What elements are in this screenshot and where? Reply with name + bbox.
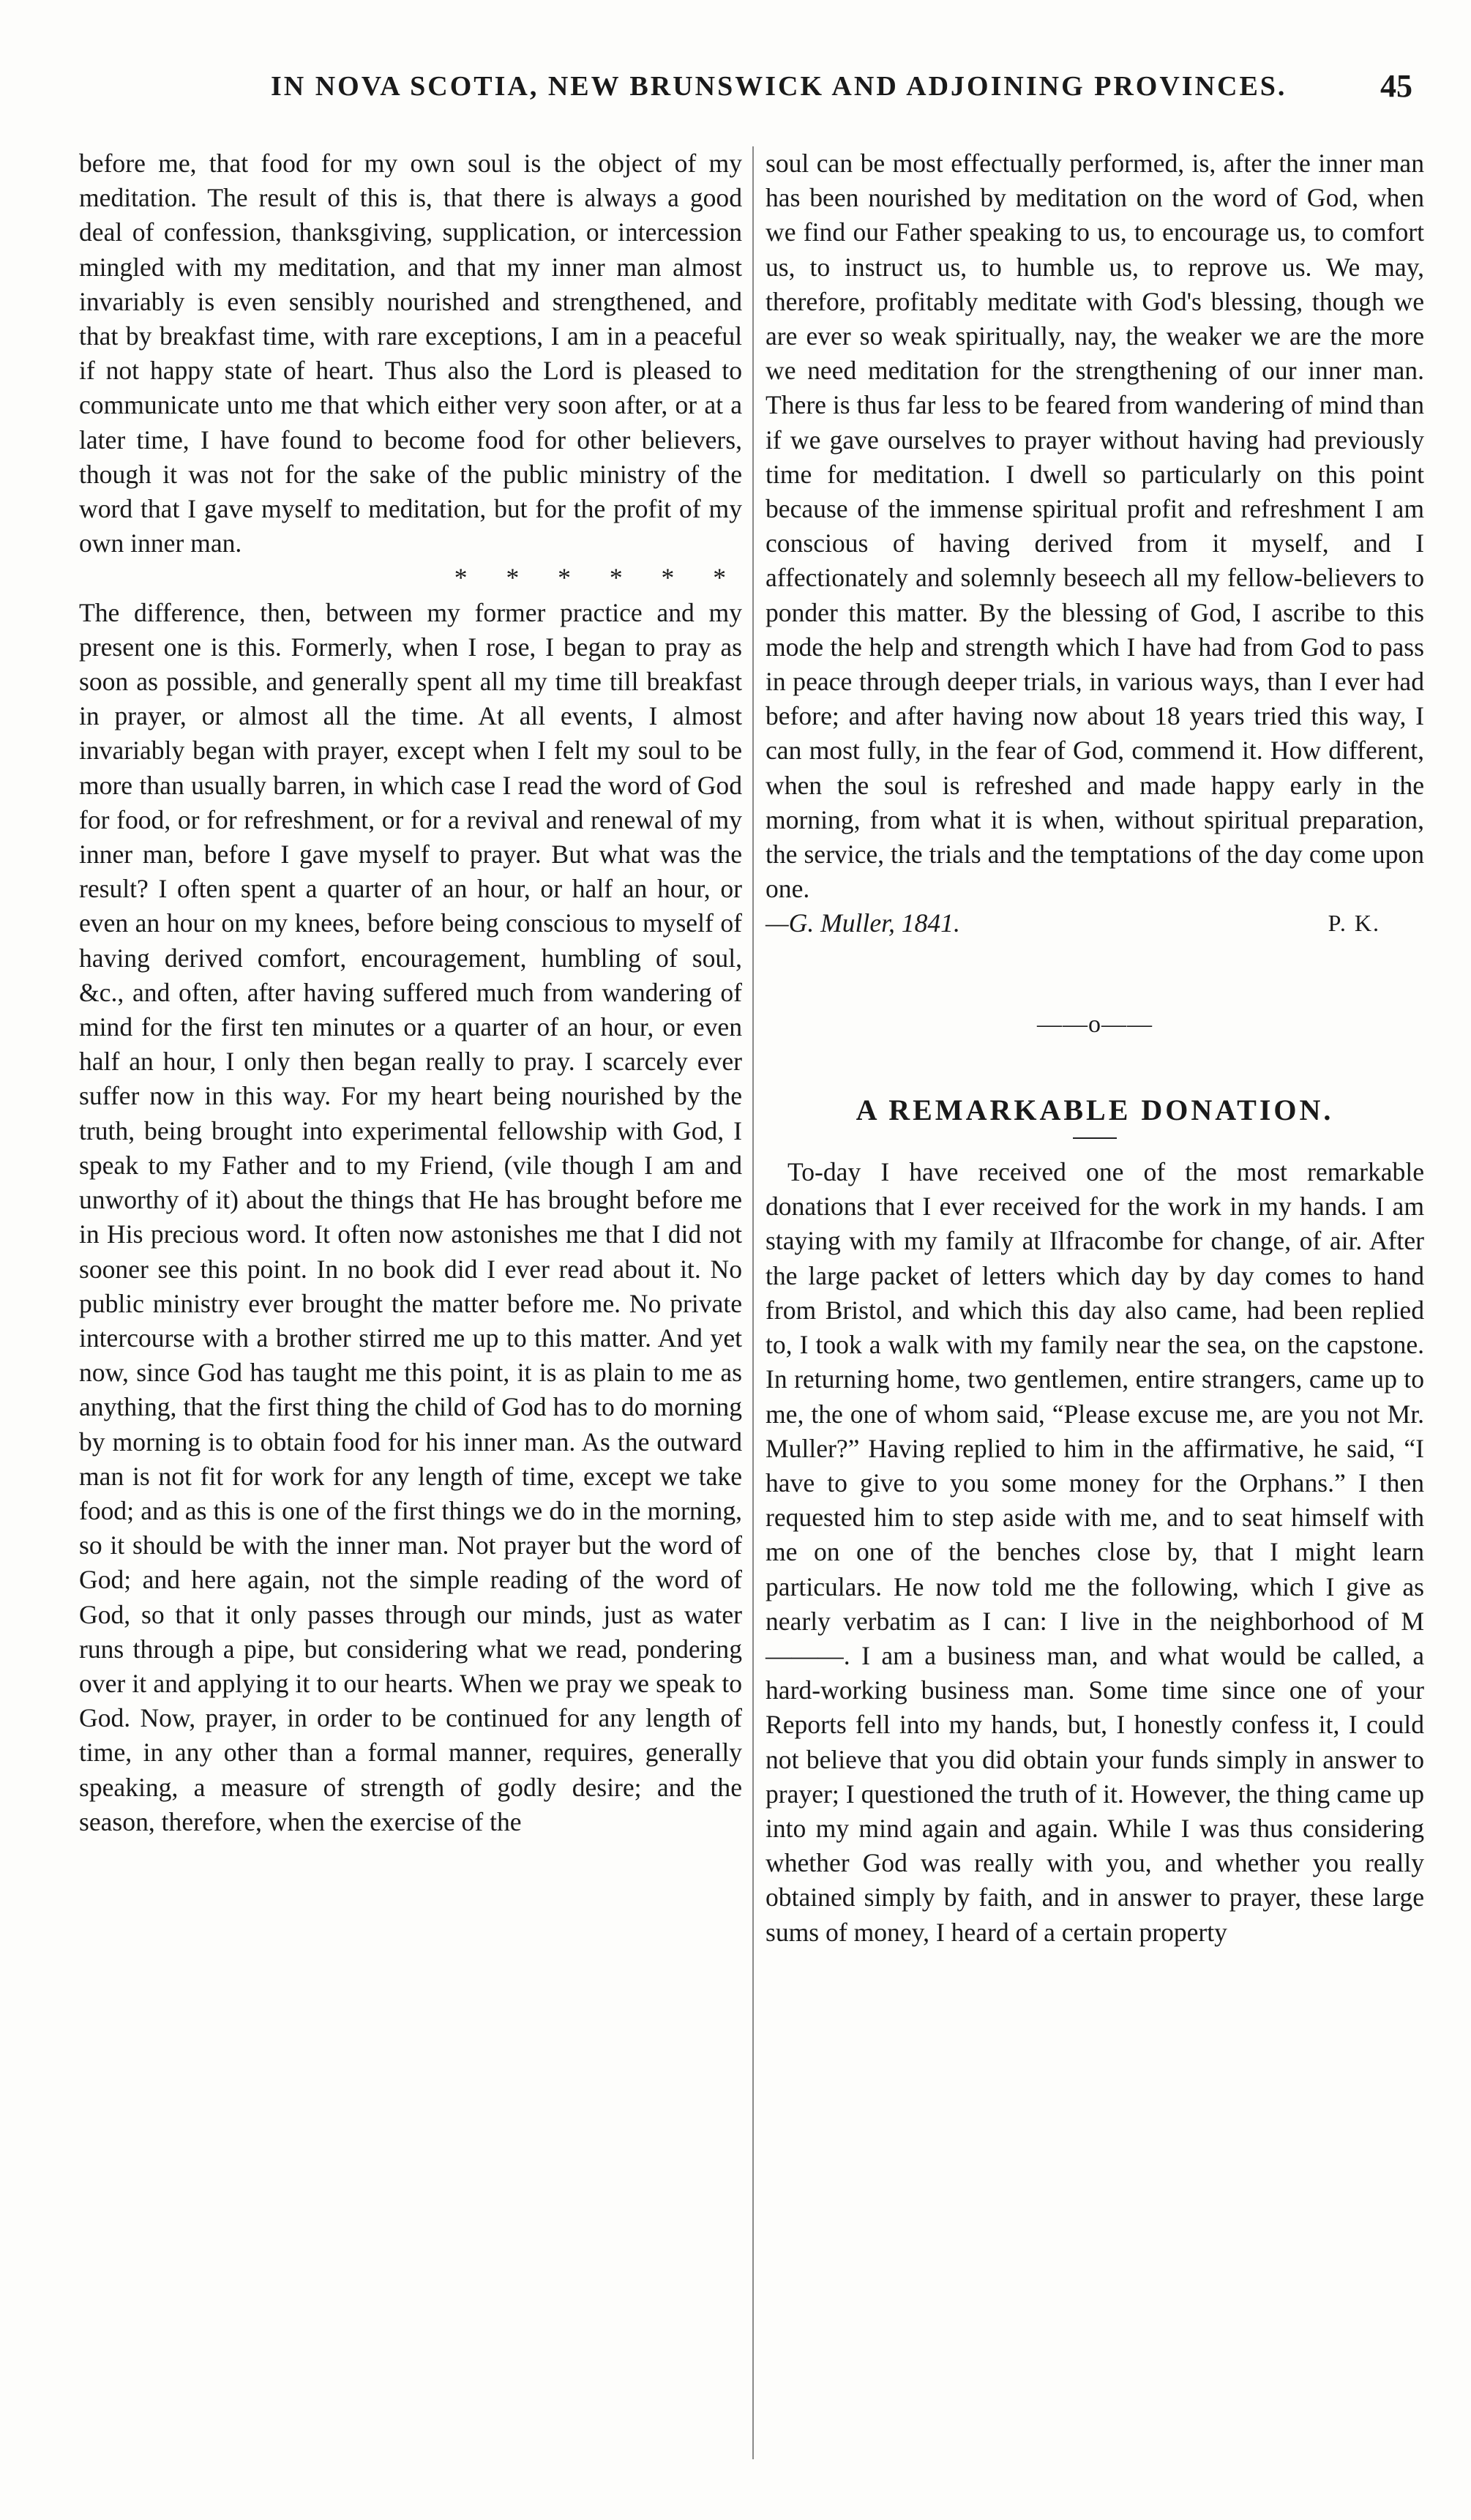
title-rule	[1073, 1137, 1117, 1139]
section-separator: ——o——	[1037, 1010, 1153, 1038]
left-column	[79, 146, 742, 1839]
signature-line	[766, 906, 1424, 941]
left-paragraph-2: The difference, then, between my former practice and my present one is this. Formerly, when I rose, I began to pray as soon as possible, and generally spent all my time till breakfast in prayer, or almost all the time. At all events, I almost invariably began with prayer, except when I felt my soul to be more than usually barren, in which case I read the word of God for food, or for refreshment, or for a revival and renewal of my inner man, before I gave myself to prayer. But what was the result? I often spent a quarter of an hour, or half an hour, or even an hour on my knees, before being conscious to myself of having derived comfort, encouragement, humbling of soul, &c., and often, after having suffered much from wandering of mind for the first ten minutes or a quarter of an hour, or even half an hour, I only then began really to pray. I scarcely ever suffer now in this way. For my heart being nourished by the truth, being brought into experimental fellowship with God, I speak to my Father and to my Friend, (vile though I am and unworthy of it) about the things that He has brought before me in His precious word. It often now astonishes me that I did not sooner see this point. In no book did I ever read about it. No public ministry ever brought the matter before me. No private intercourse with a brother stirred me up to this matter. And yet now, since God has taught me this point, it is as plain to me as anything, that the first thing the child of God has to do morning by morning is to obtain food for his inner man. As the outward man is not fit for work for any length of time, except we take food; and as this is one of the first things we do in the morning, so it should be with the inner man. Not prayer but the word of God; and here again, not the simple reading of the word of God, so that it only passes through our minds, just as water runs through a pipe, but considering what we read, pondering over it and applying it to our hearts. When we pray we speak to God. Now, prayer, in order to be continued for any length of time, in any other than a formal manner, requires, generally speaking, a measure of strength of godly desire; and the season, therefore, when the exercise of the	[79, 597, 742, 1836]
attribution: —G. Muller, 1841.	[766, 908, 960, 938]
right-paragraph-2: To-day I have received one of the most remarkable donations that I ever received for the work in my hands. I am staying with my family at Ilfracombe for change, of air. After the large packet of letters which day by day comes to hand from Bristol, and which this day also came, had been replied to, I took a walk with my family near the sea, on the capstone. In returning home, two gentlemen, entire strangers, came up to me, the one of whom said, “Please excuse me, are you not Mr. Muller?” Having replied to him in the affirmative, he said, “I have to give to you some money for the Orphans.” I then requested him to step aside with me, and to seat himself with me on one of the benches close by, that I might learn particulars. He now told me the following, which I give as nearly verbatim as I can: I live in the neighborhood of M———. I am a business man, and what would be called, a hard-working business man. Some time since one of your Reports fell into my hands, but, I honestly confess it, I could not believe that you did obtain your funds simply in answer to prayer; I questioned the truth of it. However, the thing came up into my mind again and again. While I was thus considering whether God was really with you, and whether you really obtained simply by faith, and in answer to prayer, these large sums of money, I heard of a certain property	[766, 1157, 1424, 1947]
section-title: A REMARKABLE DONATION.	[856, 1093, 1334, 1126]
page-number: 45	[1380, 68, 1412, 104]
running-title: IN NOVA SCOTIA, NEW BRUNSWICK AND ADJOINING PROVINCES.	[271, 71, 1287, 102]
column-rule	[752, 146, 754, 2459]
left-paragraph-1: before me, that food for my own soul is the object of my meditation. The result of this is, that there is always a good deal of confession, thanksgiving, supplication, or intercession mingled with my meditation, and that my inner man almost invariably is even sensibly nourished and strengthened, and that by breakfast time, with rare exceptions, I am in a peaceful if not happy state of heart. Thus also the Lord is pleased to communicate unto me that which either very soon after, or at a later time, I have found to become food for other believers, though it was not for the sake of the public ministry of the word that I gave myself to meditation, but for the profit of my own inner man.	[79, 149, 742, 558]
running-head	[81, 70, 1412, 114]
right-paragraph-1: soul can be most effectually performed, is, after the inner man has been nourished by meditation on the word of God, when we find our Father speaking to us, to encourage us, to comfort us, to instruct us, to humble us, to reprove us. We may, therefore, profitably meditate with God's blessing, though we are ever so weak spiritually, nay, the weaker we are the more we need meditation for the strengthening of our inner man. There is thus far less to be feared from wandering of mind than if we gave ourselves to prayer without having had previously time for meditation. I dwell so particularly on this point because of the immense spiritual profit and refreshment I am conscious of having derived from it myself, and I affectionately and solemnly beseech all my fellow-believers to ponder this matter. By the blessing of God, I ascribe to this mode the help and strength which I have had from God to pass in peace through deeper trials, in various ways, than I ever had before; and after having now about 18 years tried this way, I can most fully, in the fear of God, commend it. How different, when the soul is refreshed and made happy early in the morning, from what it is when, without spiritual preparation, the service, the trials and the temptations of the day come upon one.	[766, 149, 1424, 904]
initials: P. K.	[1328, 910, 1380, 937]
right-column	[766, 146, 1424, 1950]
ellipsis-stars: * * * * * *	[454, 563, 742, 593]
